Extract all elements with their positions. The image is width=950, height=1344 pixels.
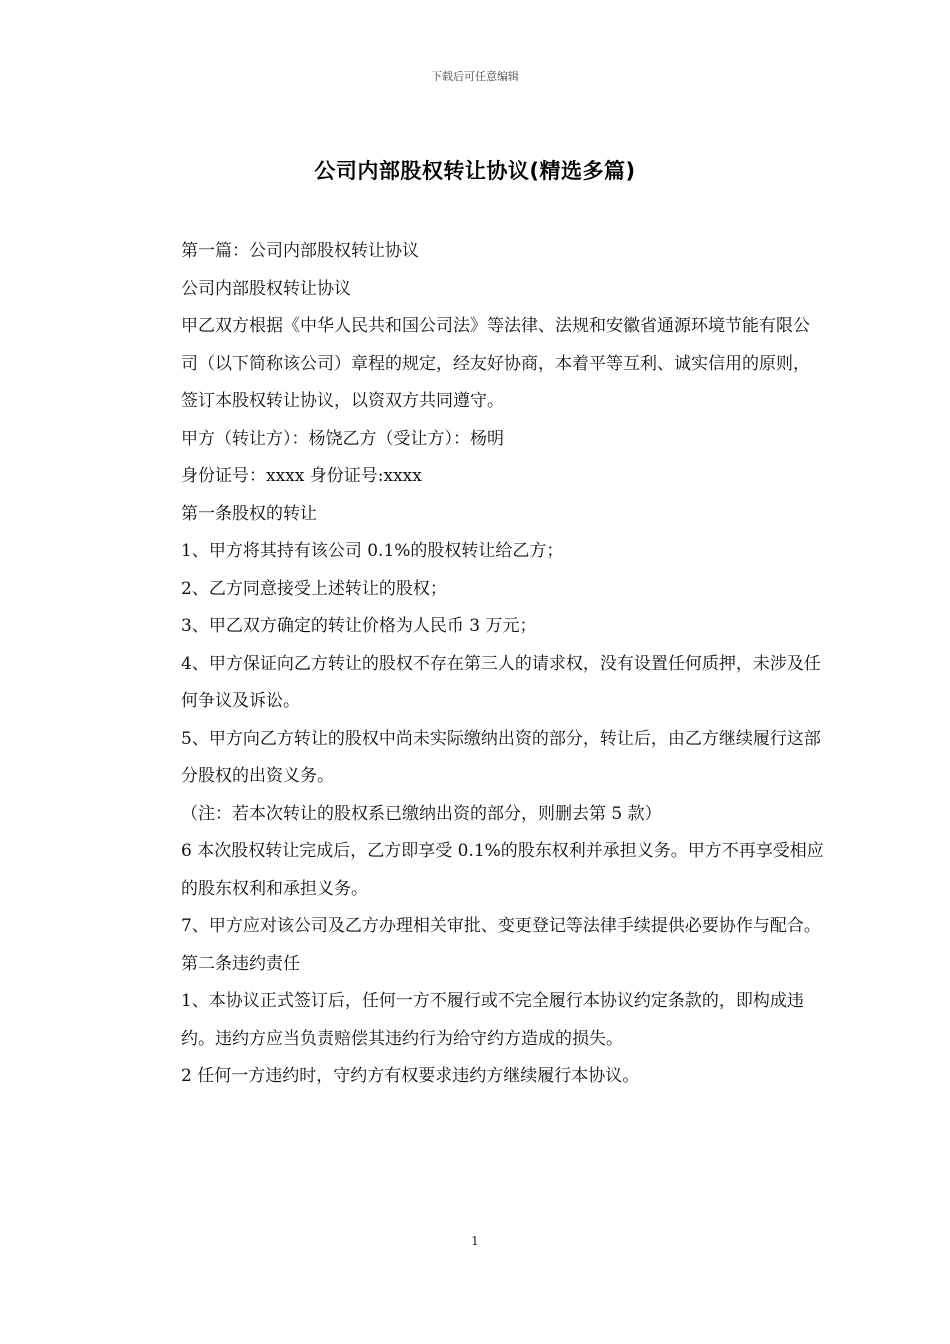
paragraph: 身份证号：xxxx 身份证号:xxxx <box>181 466 422 486</box>
paragraph: 1、本协议正式签订后，任何一方不履行或不完全履行本协议约定条款的，即构成违约。违约方应当负责赔偿其违约行为给守约方造成的损失。 <box>181 991 804 1049</box>
page-number: 1 <box>471 1234 479 1248</box>
paragraph: 4、甲方保证向乙方转让的股权不存在第三人的请求权，没有设置任何质押，未涉及任 <box>181 653 821 674</box>
header-note: 下载后可任意编辑 <box>431 70 519 83</box>
paragraph: 第一篇：公司内部股权转让协议 <box>181 241 419 261</box>
paragraph: 甲乙双方根据《中华人民共和国公司法》等法律、法规和安徽省通源环境节能有限公司（以下简称该公司）章程的规定，经友好协商，本着平等互利、诚实信用的原则，签订本股权转让协议，以资双方共同遵守。 <box>181 316 810 411</box>
paragraph: 2、乙方同意接受上述转让的股权； <box>181 578 447 599</box>
paragraph: （注：若本次转让的股权系已缴纳出资的部分，则删去第 5 款） <box>181 803 662 824</box>
paragraph: 5、甲方向乙方转让的股权中尚未实际缴纳出资的部分，转让后，由乙方继续履行这部分股权的出资义务。 <box>181 728 821 786</box>
document-title: 公司内部股权转让协议(精选多篇) <box>314 159 636 183</box>
paragraph: 甲方（转让方）：杨饶乙方（受让方）：杨明 <box>181 428 504 449</box>
document-body <box>145 233 825 1096</box>
paragraph: 2 任何一方违约时，守约方有权要求违约方继续履行本协议。 <box>181 1066 640 1086</box>
paragraph: 何争议及诉讼。 <box>181 691 300 711</box>
paragraph: 1、甲方将其持有该公司 0.1%的股权转让给乙方； <box>181 541 564 561</box>
paragraph: 的股东权利和承担义务。 <box>181 878 368 899</box>
paragraph: 3、甲乙双方确定的转让价格为人民币 3 万元； <box>181 616 537 636</box>
paragraph: 7、甲方应对该公司及乙方办理相关审批、变更登记等法律手续提供必要协作与配合。 <box>181 916 821 936</box>
paragraph: 公司内部股权转让协议 <box>181 278 351 299</box>
paragraph: 第一条股权的转让 <box>181 503 317 524</box>
paragraph: 6 本次股权转让完成后，乙方即享受 0.1%的股东权利并承担义务。甲方不再享受相应 <box>181 841 824 861</box>
paragraph: 第二条违约责任 <box>181 953 300 974</box>
